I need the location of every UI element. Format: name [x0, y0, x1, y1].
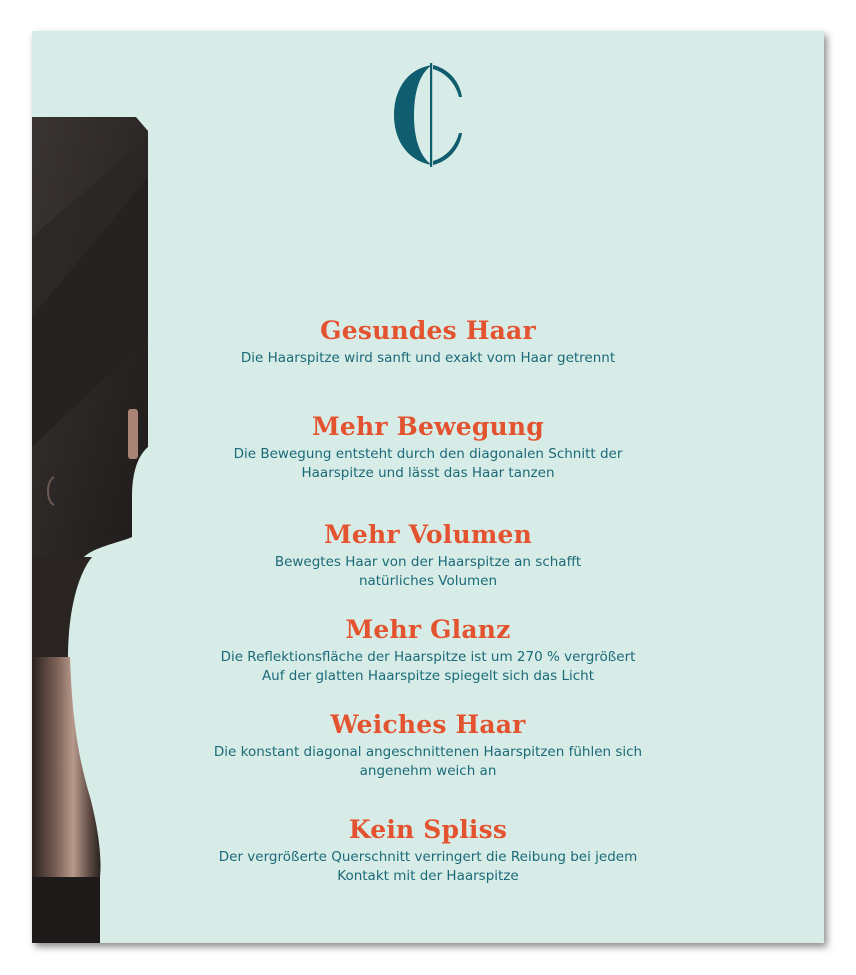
feature-mehr-glanz — [162, 615, 694, 686]
feature-weiches-haar — [162, 710, 694, 781]
feature-description: Die Reflektionsfläche der Haarspitze ist um 270 % vergrößert Auf der glatten Haarspitze spiegelt sich das Licht — [220, 649, 636, 684]
feature-mehr-volumen — [162, 520, 694, 591]
feature-title: Weiches Haar — [330, 710, 526, 739]
feature-title: Mehr Bewegung — [311, 412, 544, 441]
feature-title: Mehr Volumen — [323, 520, 532, 549]
feature-description: Die Haarspitze wird sanft und exakt vom Haar getrennt — [240, 350, 616, 366]
feature-title: Kein Spliss — [348, 815, 508, 844]
hair-tool-image — [32, 117, 152, 943]
feature-kein-spliss — [162, 815, 694, 886]
feature-title: Mehr Glanz — [345, 615, 511, 644]
brochure-page — [32, 31, 824, 943]
feature-description: Die konstant diagonal angeschnittenen Haarspitzen fühlen sich angenehm weich an — [213, 744, 643, 779]
feature-gesundes-haar — [162, 316, 694, 368]
feature-title: Gesundes Haar — [320, 316, 536, 345]
feature-mehr-bewegung — [162, 412, 694, 483]
feature-description: Die Bewegung entsteht durch den diagonalen Schnitt der Haarspitze und lässt das Haar tanzen — [233, 446, 623, 481]
feature-description: Bewegtes Haar von der Haarspitze an schafft natürliches Volumen — [274, 554, 582, 589]
feature-description: Der vergrößerte Querschnitt verringert die Reibung bei jedem Kontakt mit der Haarspitze — [218, 849, 638, 884]
feature-list — [162, 31, 694, 943]
